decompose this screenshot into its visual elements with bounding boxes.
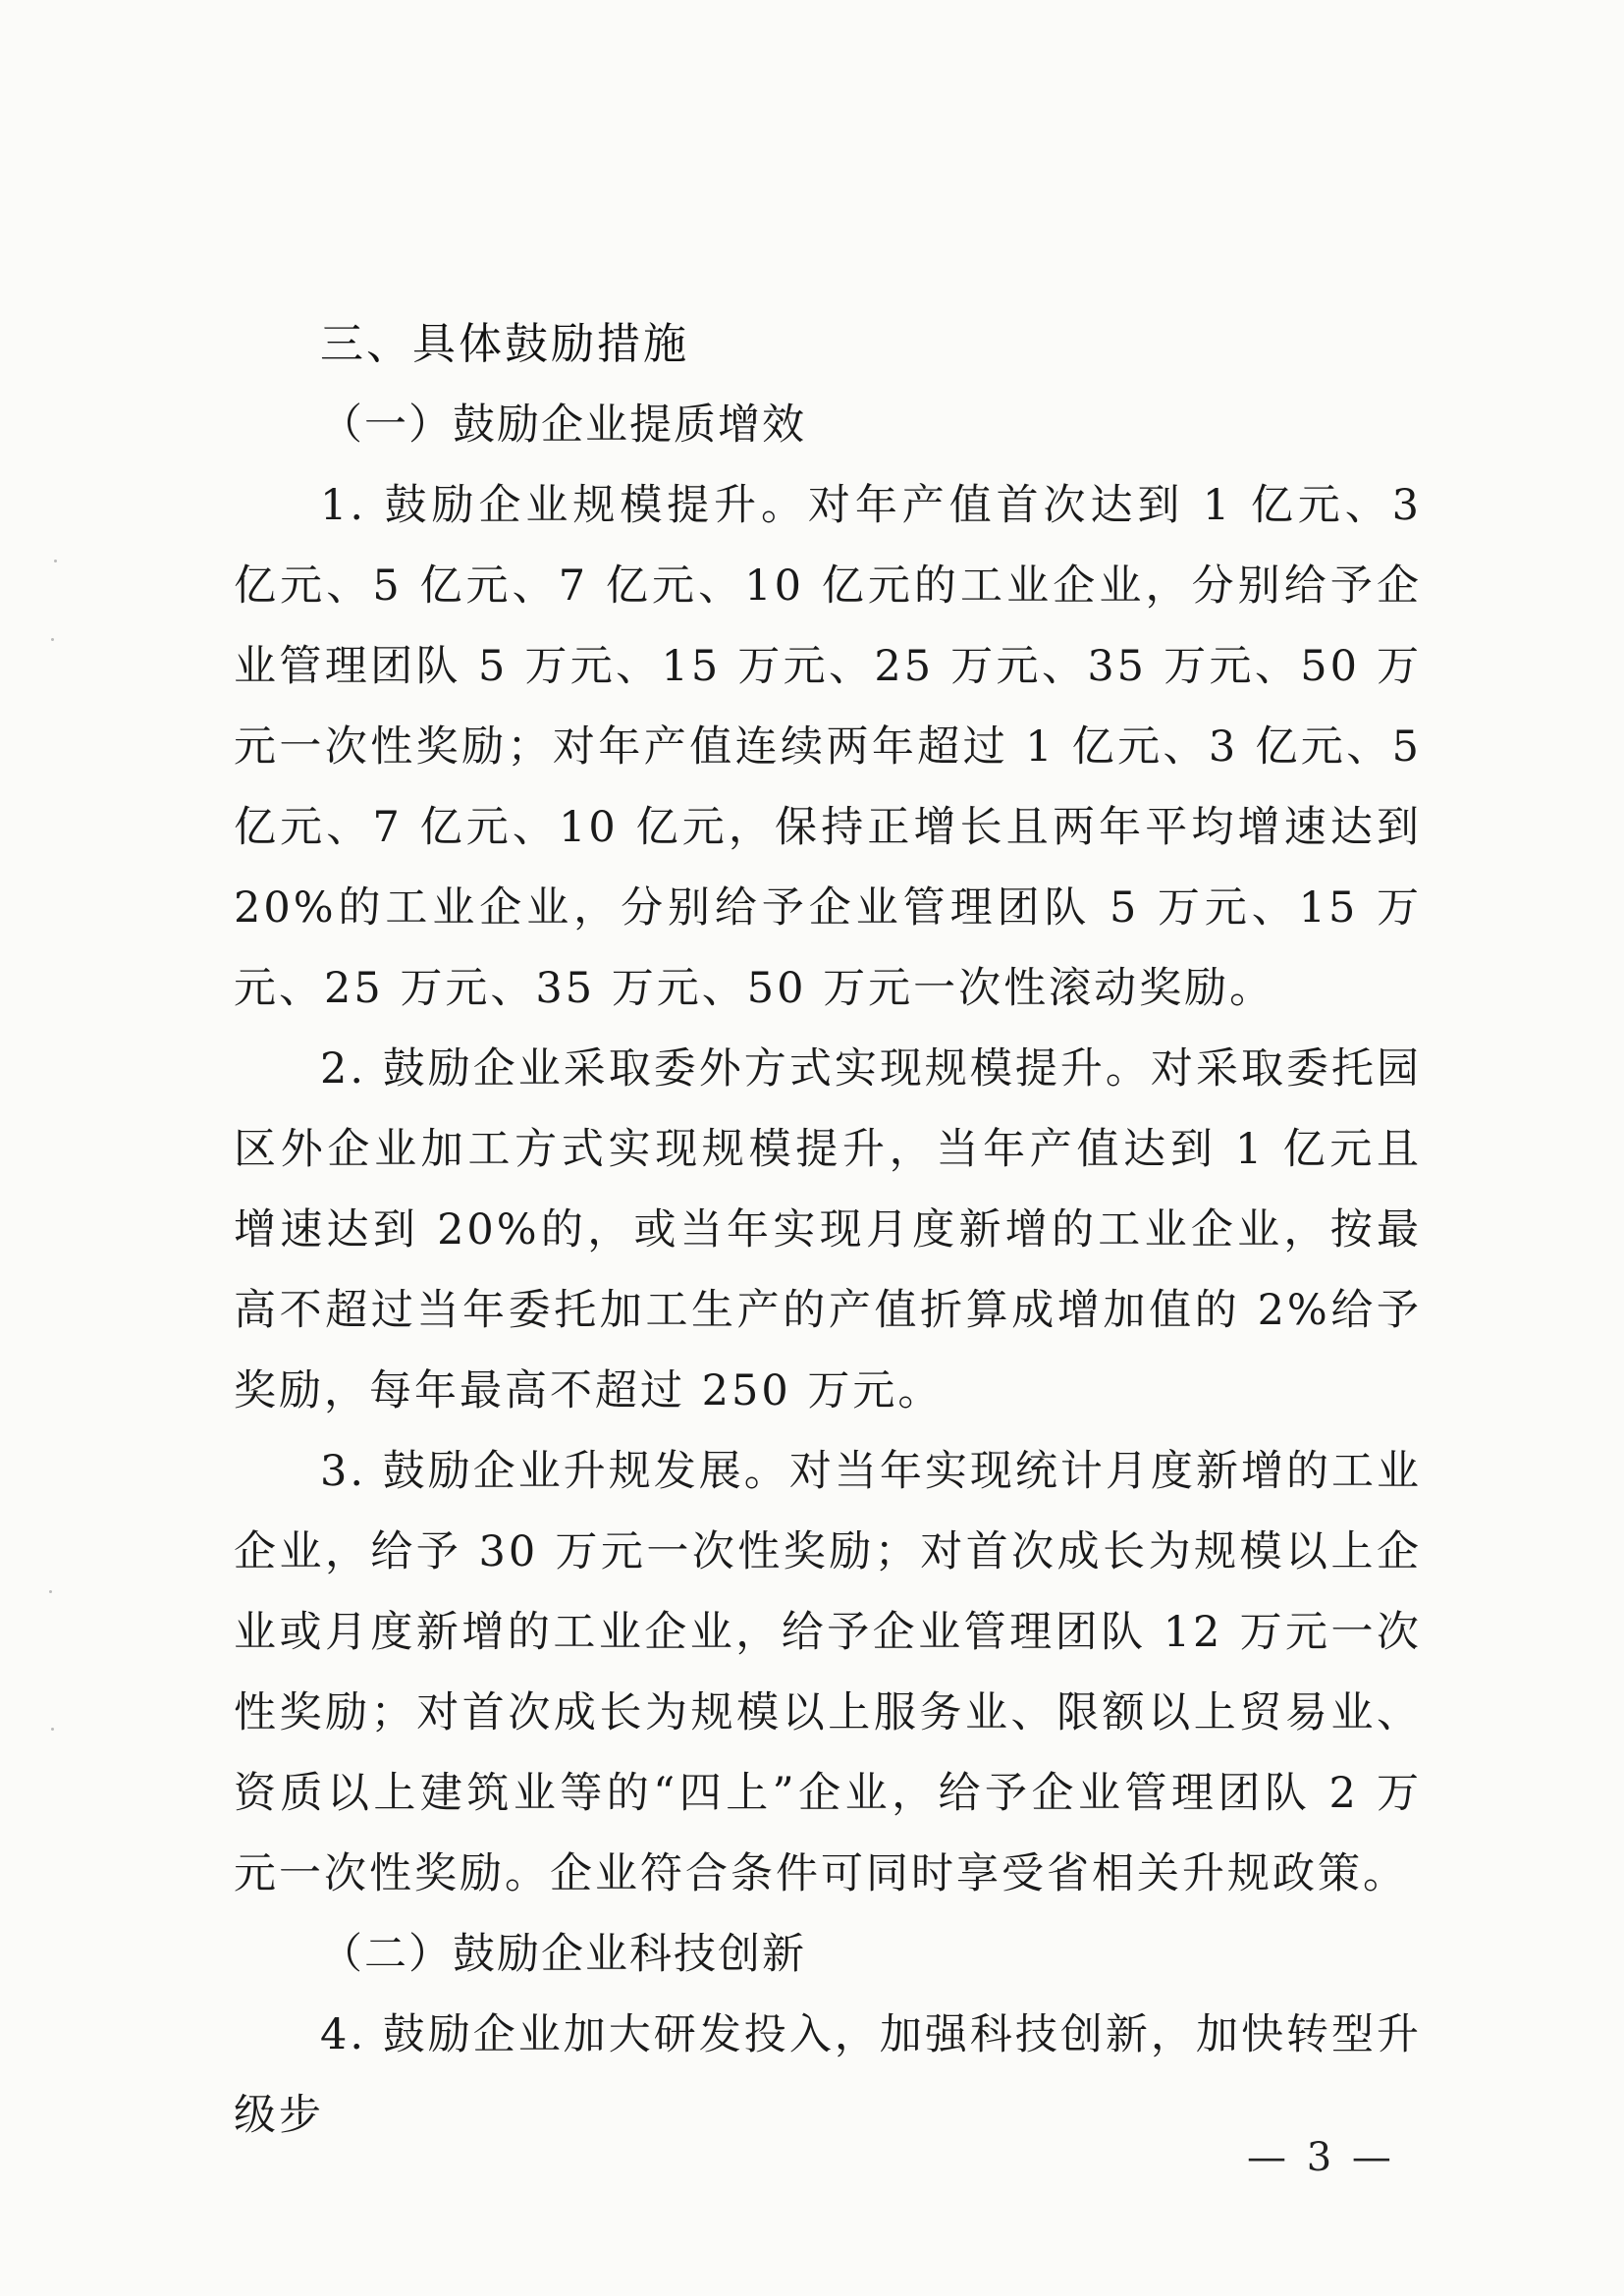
scan-speck — [54, 560, 57, 562]
subsection-title-1: （一）鼓励企业提质增效 — [320, 400, 806, 450]
paragraph-3: 3. 鼓励企业升规发展。对当年实现统计月度新增的工业企业，给予 30 万元一次性奖励；对首次成长为规模以上企业或月度新增的工业企业，给予企业管理团队 12 万元一次性奖励；对首次成长为规模以上服务业、限额以上贸易业、资质以上建筑业等的“四上”企业，给予企业管理团队 2 万元一次性奖励。企业符合条件可同时享受省相关升规政策。 — [234, 1447, 1422, 1898]
paragraph-1: 1. 鼓励企业规模提升。对年产值首次达到 1 亿元、3 亿元、5 亿元、7 亿元、10 亿元的工业企业，分别给予企业管理团队 5 万元、15 万元、25 万元、35 万元、50 万元一次性奖励；对年产值连续两年超过 1 亿元、3 亿元、5 亿元、7 亿元、10 亿元，保持正增长且两年平均增速达到 20%的工业企业，分别给予企业管理团队 5 万元、15 万元、25 万元、35 万元、50 万元一次性滚动奖励。 — [234, 481, 1422, 1013]
scan-speck — [51, 638, 54, 641]
scan-speck — [51, 1728, 54, 1731]
paragraph-2: 2. 鼓励企业采取委外方式实现规模提升。对采取委托园区外企业加工方式实现规模提升，当年产值达到 1 亿元且增速达到 20%的，或当年实现月度新增的工业企业，按最高不超过当年委托加工生产的产值折算成增加值的 2%给予奖励，每年最高不超过 250 万元。 — [234, 1044, 1422, 1415]
subsection-title-2: （二）鼓励企业科技创新 — [320, 1930, 806, 1979]
page-number: — 3 — — [1247, 2135, 1395, 2180]
scan-speck — [49, 1590, 52, 1593]
document-body — [234, 304, 1422, 2156]
section-heading: 三、具体鼓励措施 — [320, 319, 689, 369]
paragraph-4: 4. 鼓励企业加大研发投入，加强科技创新，加快转型升级步 — [234, 2010, 1422, 2140]
